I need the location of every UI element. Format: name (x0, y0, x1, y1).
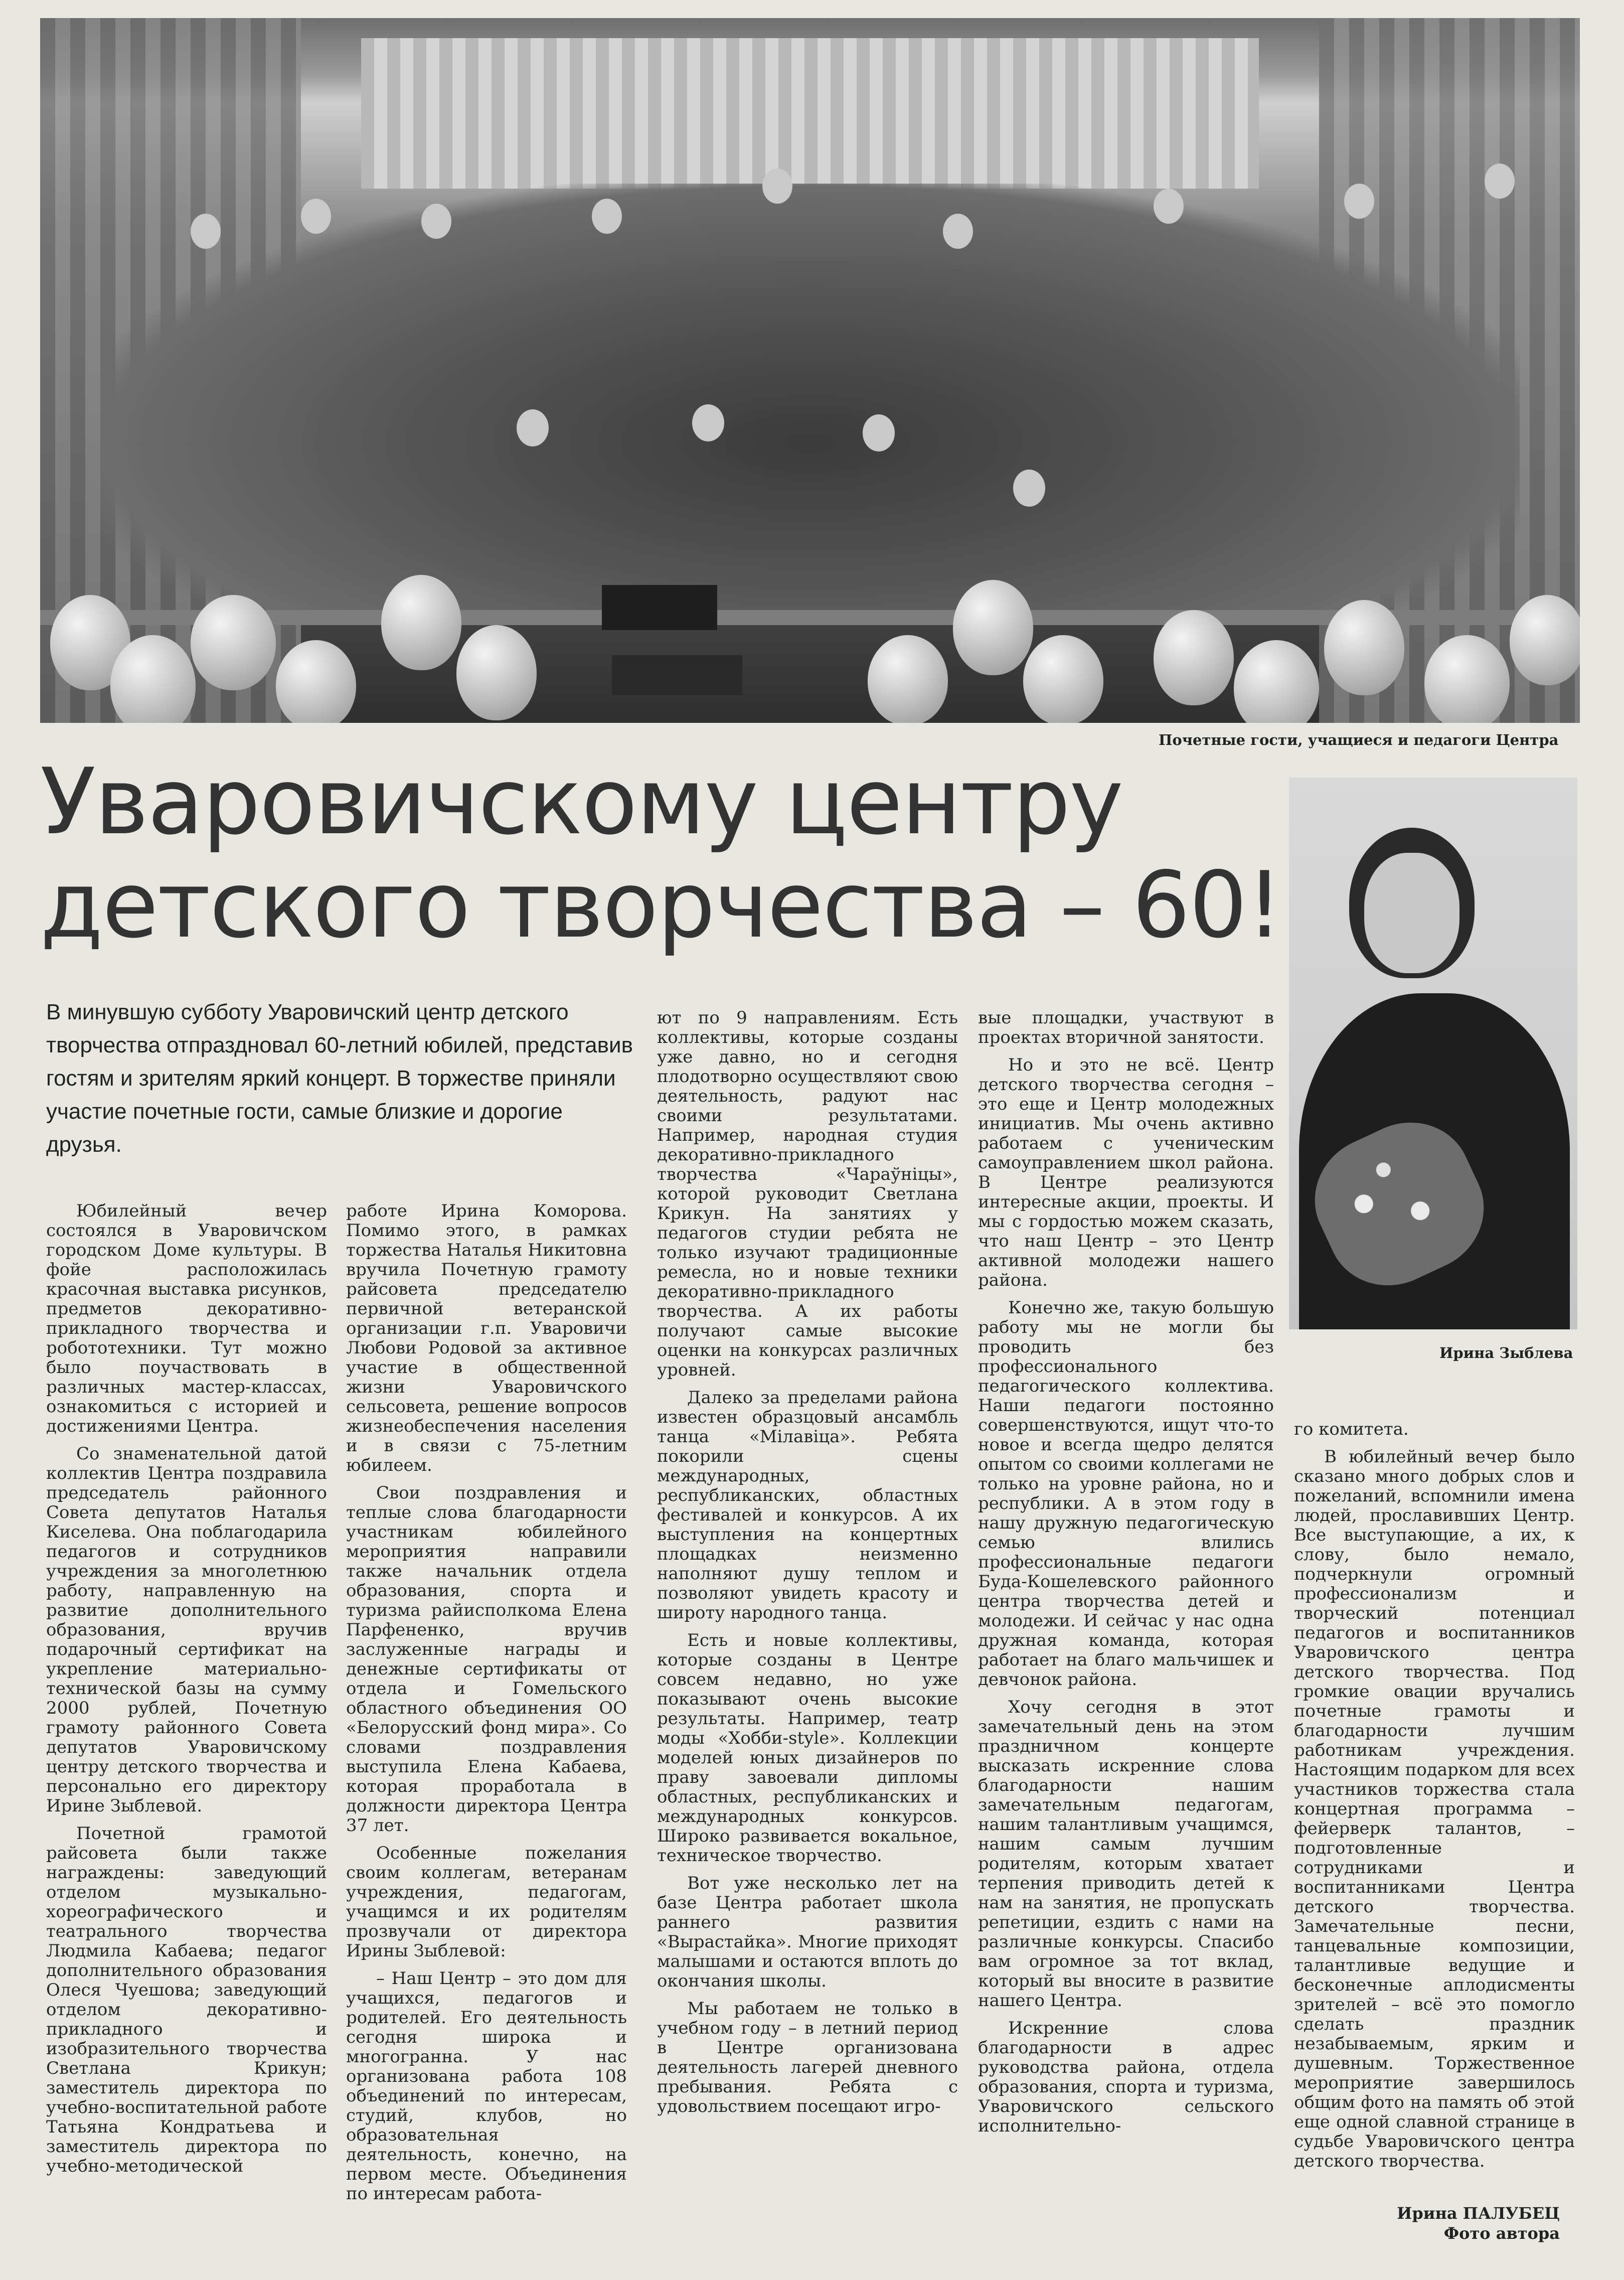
person-head (863, 414, 895, 451)
balloon (191, 595, 276, 690)
paragraph: Далеко за пределами района известен образцовый ансамбль танца «Мілавіца». Ребята покорили сцены международных, республиканских, областных фестивалей и конкурсов. А их выступления на концертных площадках неизменно наполняют душу теплом и позволяют увидеть красоту и широту народного танца. (657, 1388, 958, 1623)
paragraph: Мы работаем не только в учебном году – в летний период в Центре организована деятельность лагерей дневного пребывания. Ребята с удовольствием посещают игро- (657, 1999, 958, 2116)
group-of-people (100, 184, 1520, 615)
balloon (381, 575, 461, 670)
headline-line-1: Уваровичскому центру (40, 748, 1122, 855)
paragraph: Конечно же, такую большую работу мы не могли бы проводить без профессионального педагогического коллектива. Наши педагоги постоянно совершенствуются, ищут что-то новое и всегда щедро делятся опытом со своими коллегами не только на уровне района, но и республики. А в этом году в нашу дружную педагогическую семью влились профессиональные педагоги Буда-Кошелевского районного центра творчества детей и молодежи. И сейчас у нас одна дружная команда, которая работает на благо мальчишек и девчонок района. (978, 1298, 1274, 1690)
paragraph: – Наш Центр – это дом для учащихся, педагогов и родителей. Его деятельность сегодня широка и многогранна. У нас организована работа 108 объединений по интересам, студий, клубов, но образовательная деятельность, конечно, на первом месте. Объединения по интересам работа- (346, 1968, 627, 2204)
sound-equipment (612, 655, 742, 695)
balloon (1154, 610, 1234, 705)
text-column-5 (1294, 1420, 1575, 2192)
balloon (953, 580, 1033, 675)
paragraph: В юбилейный вечер было сказано много добрых слов и пожеланий, вспомнили имена людей, прославивших Центр. Все выступающие, а их, к слову, было немало, подчеркнули огромный профессионализм и творческий потенциал педагогов и воспитанников Уваровичского центра детского творчества. Под громкие овации вручались почетные грамоты и благодарности лучшим работникам учреждения. Настоящим подарком для всех участников торжества стала концертная программа – фейерверк талантов, – подготовленные сотрудниками и воспитанниками Центра детского творчества. Замечательные песни, танцевальные композиции, талантливые ведущие и бесконечные аплодисменты зрителей – всё это помогло сделать праздник незабываемым, ярким и душевным. Торжественное мероприятие завершилось общим фото на память об этой еще одной славной странице в судьбе Уваровичского центра детского творчества. (1294, 1447, 1575, 2171)
paragraph: Но и это не всё. Центр детского творчества сегодня – это еще и Центр молодежных инициатив. Мы очень активно работаем с ученическим самоуправлением школ района. В Центре реализуются интересные акции, проекты. И мы с гордостью можем сказать, что наш Центр – это Центр активной молодежи нашего района. (978, 1055, 1274, 1290)
person-head (517, 409, 549, 446)
balloon (1510, 595, 1580, 685)
person-head (592, 199, 622, 234)
photo-caption: Почетные гости, учащиеся и педагоги Центра (1159, 731, 1559, 748)
balloon (1023, 635, 1103, 723)
text-column-1 (46, 1201, 327, 2220)
text-column-4 (978, 1008, 1274, 2222)
sound-equipment (602, 585, 717, 630)
balloon (456, 625, 537, 720)
person-head (191, 214, 221, 249)
person-head (1013, 470, 1045, 507)
paragraph: Есть и новые коллективы, которые созданы в Центре совсем недавно, но уже показывают очень высокие результаты. Например, театр моды «Хобби-style». Коллекции моделей юных дизайнеров по праву завоевали дипломы областных, республиканских и международных конкурсов. Широко развивается вокальное, техническое творчество. (657, 1630, 958, 1866)
paragraph: Почетной грамотой райсовета были также награждены: заведующий отделом музыкально-хореографического и театрального творчества Людмила Кабаева; педагог дополнительного образования Олеся Чуешова; заведующий отделом декоративно-прикладного и изобразительного творчества Светлана Крикун; заместитель директора по учебно-воспитательной работе Татьяна Кондратьева и заместитель директора по учебно-методической (46, 1823, 327, 2176)
person-head (301, 199, 331, 234)
paragraph: Вот уже несколько лет на базе Центра работает школа раннего развития «Вырастайка». Многие приходят малышами и остаются вплоть до окончания школы. (657, 1873, 958, 1991)
paragraph: Хочу сегодня в этот замечательный день на этом праздничном концерте высказать искренние слова благодарности нашим замечательным педагогам, нашим талантливым учащимся, нашим самым лучшим родителям, которым хватает терпения приводить детей к нам на занятия, не пропускать репетиции, ездить с нами на различные конкурсы. Спасибо вам огромное за тот вклад, который вы вносите в развитие нашего Центра. (978, 1697, 1274, 2011)
person-head (943, 214, 973, 249)
person-head (1485, 164, 1515, 199)
text-column-2 (346, 1201, 627, 2220)
paragraph: Особенные пожелания своим коллегам, ветеранам учреждения, педагогам, учащимся и их родителям прозвучали от директора Ирины Зыблевой: (346, 1843, 627, 1961)
paragraph: Свои поздравления и теплые слова благодарности участникам юбилейного мероприятия направили также начальник отдела образования, спорта и туризма райисполкома Елена Парфененко, вручив заслуженные награды и денежные сертификаты от отдела и Гомельского областного объединения ОО «Белорусский фонд мира». Со словами поздравления выступила Елена Кабаева, которая проработала в должности директора Центра 37 лет. (346, 1483, 627, 1836)
photo-credit: Фото автора (1443, 2224, 1560, 2243)
balloon (1234, 640, 1319, 723)
paragraph: го комитета. (1294, 1419, 1409, 1439)
text-column-3 (657, 1008, 958, 2222)
paragraph: вые площадки, участвуют в проектах вторичной занятости. (978, 1008, 1274, 1047)
person-head (1154, 189, 1184, 224)
balloon (276, 640, 356, 723)
portrait-face (1364, 853, 1459, 973)
article-lead: В минувшую субботу Уваровичский центр детского творчества отпраздновал 60-летний юбилей, представив гостям и зрителям яркий концерт. В торжестве приняли участие почетные гости, самые близкие и дорогие друзья. (46, 1000, 633, 1157)
portrait-photo (1289, 778, 1577, 1329)
paragraph: Юбилейный вечер состоялся в Уваровичском городском Доме культуры. В фойе расположилась красочная выставка рисунков, предметов декоративно-прикладного творчества и робототехники. Тут можно было поучаствовать в различных мастер-классах, ознакомиться с историей и достижениями Центра. (46, 1201, 327, 1436)
paragraph: Искренние слова благодарности в адрес руководства района, отдела образования, спорта и туризма, Уваровичского сельского исполнительно- (978, 2018, 1274, 2136)
paragraph: Со знаменательной датой коллектив Центра поздравила председатель районного Совета депутатов Наталья Киселева. Она поблагодарила педагогов и сотрудников учреждения за многолетнюю работу, направленную на развитие дополнительного образования, вручив подарочный сертификат на укрепление материально-технической базы на сумму 2000 рублей, Почетную грамоту районного Совета депутатов Уваровичскому центру детского творчества и персонально его директору Ирине Зыблевой. (46, 1444, 327, 1816)
group-photo (40, 18, 1580, 723)
person-head (1344, 184, 1374, 219)
person-head (421, 204, 451, 239)
headline-line-2: детского творчества – 60! (40, 852, 1282, 958)
author-signature (1294, 2203, 1560, 2243)
balloon (868, 635, 948, 723)
article-headline (40, 750, 1282, 957)
author-name: Ирина ПАЛУБЕЦ (1397, 2204, 1560, 2223)
paragraph: ют по 9 направлениям. Есть коллективы, которые созданы уже давно, но и сегодня плодотворно осуществляют свою деятельность, радуют нас своими результатами. Например, народная студия декоративно-прикладного творчества «Чараўніцы», которой руководит Светлана Крикун. На занятиях у педагогов студии ребята не только изучают традиционные ремесла, но и новые техники декоративно-прикладного творчества. А их работы получают самые высокие оценки на конкурсах различных уровней. (657, 1008, 958, 1380)
balloon (1424, 635, 1510, 723)
person-head (762, 169, 792, 204)
person-head (692, 404, 724, 441)
balloon (1324, 600, 1404, 695)
portrait-caption: Ирина Зыблева (1439, 1344, 1573, 1361)
stage-backdrop (361, 38, 1259, 189)
paragraph: работе Ирина Коморова. Помимо этого, в рамках торжества Наталья Никитовна вручила Почетную грамоту райсовета председателю первичной ветеранской организации г.п. Уваровичи Любови Родовой за активное участие в общественной жизни Уваровичского сельсовета, решение вопросов жизнеобеспечения населения и в связи с 75-летним юбилеем. (346, 1201, 627, 1475)
